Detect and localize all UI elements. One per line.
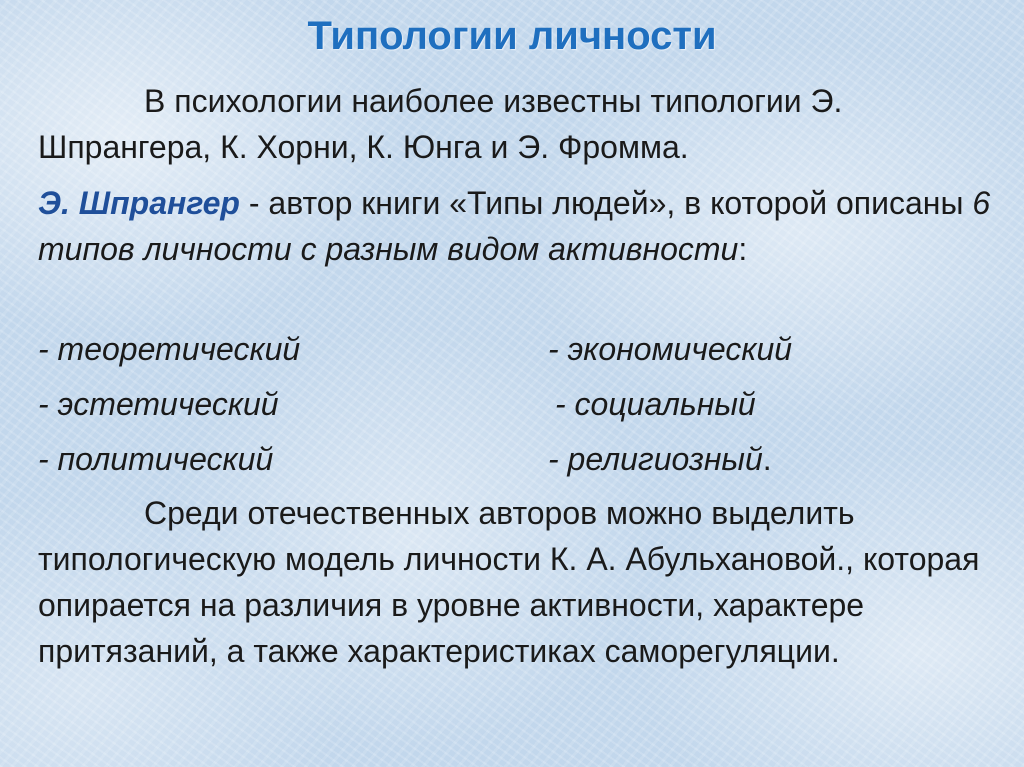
author-name: Э. Шпрангер <box>38 185 240 221</box>
spranger-text-2: : <box>738 231 748 267</box>
final-punctuation: . <box>762 441 772 477</box>
type-right-1: - экономический <box>548 331 793 367</box>
type-left-2: - эстетический <box>38 386 279 422</box>
intro-paragraph <box>38 78 998 170</box>
type-left-3: - политический <box>38 441 274 477</box>
spranger-text-1: - автор книги «Типы людей», в которой описаны <box>239 185 973 221</box>
intro-text: В психологии наиболее известны типологии Э. Шпрангера, К. Хорни, К. Юнга и Э. Фромма. <box>38 83 843 165</box>
type-left-1: - теоретический <box>38 331 301 367</box>
slide-title: Типологии личности <box>307 14 717 58</box>
abulkhanova-text: Среди отечественных авторов можно выделить типологическую модель личности К. А. Абульхановой., которая опирается на различия в уровне активности, характере притязаний, а также характеристиках саморегуляции. <box>38 495 980 669</box>
type-right-2: - социальный <box>555 386 756 422</box>
type-right-3: - религиозный <box>548 441 763 477</box>
type-right-3-wrap <box>548 436 772 482</box>
spranger-italic-text: 6 типов личности с разным видом активности <box>38 185 991 267</box>
abulkhanova-paragraph <box>38 490 998 674</box>
spranger-paragraph <box>38 180 998 272</box>
